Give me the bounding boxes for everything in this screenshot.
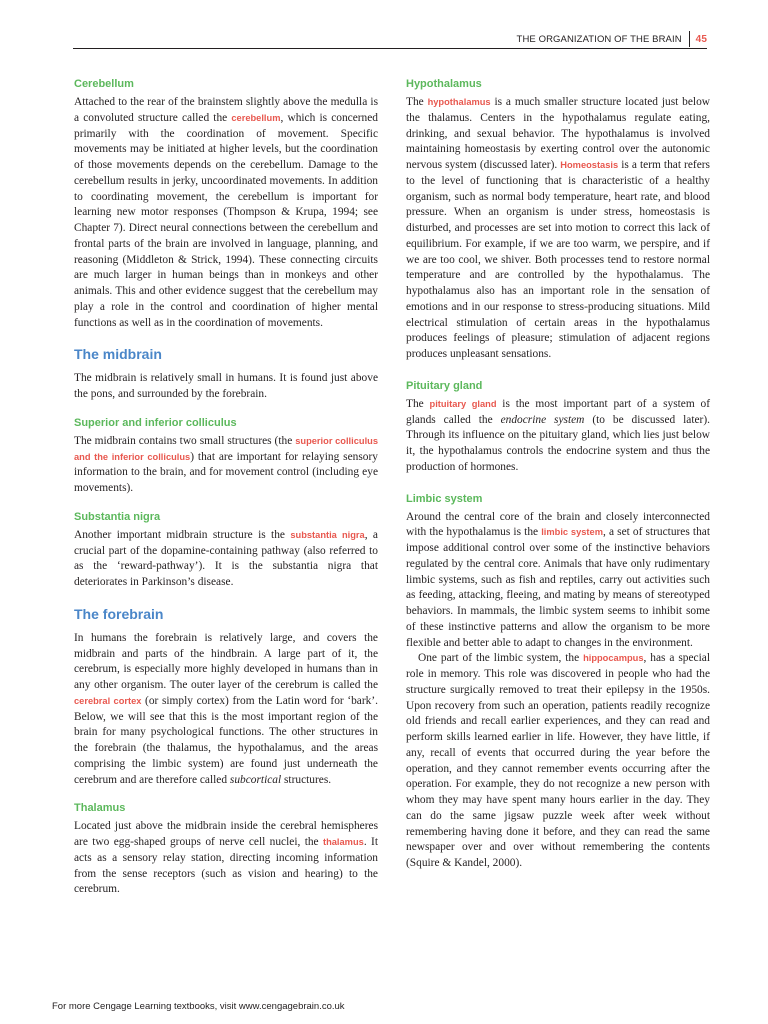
heading-substantia-nigra: Substantia nigra bbox=[74, 510, 161, 523]
heading-pituitary-gland: Pituitary gland bbox=[406, 379, 483, 392]
header-rule bbox=[73, 48, 707, 49]
heading-forebrain: The forebrain bbox=[74, 605, 164, 622]
key-term-limbic-system: limbic system bbox=[541, 527, 603, 538]
key-term-cerebral-cortex: cerebral cortex bbox=[74, 695, 142, 706]
paragraph-hypothalamus: The hypothalamus is a much smaller structure located just below the thalamus. Centers in the hypothalamus regulate eating, drinking, and sexual behavior. The hypothalamus is involved maintaining homeostasis by exerting control over the autonomic nervous system (discussed later). Homeostasis is a term that refers to the level of functioning that is characteristic of a healthy organism, such as normal body temperature, heart rate, and blood pressure. When an organism is under stress, homeostasis is disturbed, and processes are set into motion to correct this lack of equilibrium. For example, if we are too warm, we perspire, and if we are too cool, we shiver. Both processes tend to restore normal temperature and are controlled by the hypothalamus. The hypothalamus also has an important role in the sensation of emotions and in our response to stress-producing situations. Mild electrical stimulation of certain areas in the hypothalamus produces feelings of pleasure; stimulation of adjacent regions produces unpleasant sensations. bbox=[406, 96, 710, 360]
paragraph-pituitary-gland: The pituitary gland is the most important part of a system of glands called the endocrine system (to be discussed later). Through its influence on the pituitary gland, which lies just below it, the hypothalamus controls the endocrine system and thus the production of hormones. bbox=[406, 397, 710, 473]
key-term-cerebellum: cerebellum bbox=[231, 112, 281, 123]
heading-colliculus: Superior and inferior colliculus bbox=[74, 416, 237, 429]
paragraph-colliculus: The midbrain contains two small structures (the superior colliculus and the inferior colliculus) that are important for relaying sensory information to the brain, and for movement control (including eye movements). bbox=[74, 434, 378, 494]
left-column bbox=[74, 76, 378, 898]
heading-hypothalamus: Hypothalamus bbox=[406, 78, 482, 90]
heading-cerebellum: Cerebellum bbox=[74, 78, 134, 90]
heading-limbic-system: Limbic system bbox=[406, 492, 483, 505]
right-column bbox=[406, 76, 710, 872]
paragraph-limbic-system: Around the central core of the brain and closely interconnected with the hypothalamus is the limbic system, a set of structures that impose additional control over some of the instinctive behaviors regulated by the central core. Animals that have only rudimentary limbic systems, such as fish and reptiles, carry out activities such as feeding, attacking, fleeing, and mating by means of stereotyped behaviors. In mammals, the limbic system seems to inhibit some of these instinctive patterns and allow the organism to be more flexible and better able to adapt to changes in the environment. bbox=[406, 510, 711, 649]
key-term-hippocampus: hippocampus bbox=[583, 653, 644, 664]
heading-midbrain: The midbrain bbox=[74, 346, 162, 363]
paragraph-substantia-nigra: Another important midbrain structure is the substantia nigra, a crucial part of the dopamine-containing pathway (also referred to as the ‘reward-pathway’). It is the substantia nigra that deteriorates in Parkinson’s disease. bbox=[74, 528, 378, 588]
emphasis-endocrine-system: endocrine system bbox=[500, 413, 585, 426]
key-term-colliculus: superior colliculus and the inferior colliculus bbox=[74, 435, 378, 462]
paragraph-thalamus: Located just above the midbrain inside the cerebral hemispheres are two egg-shaped groups of nerve cell nuclei, the thalamus. It acts as a sensory relay station, directing incoming information from the sense receptors (such as vision and hearing) to the cerebrum. bbox=[74, 820, 378, 896]
key-term-pituitary-gland: pituitary gland bbox=[429, 398, 497, 409]
key-term-homeostasis: Homeostasis bbox=[560, 160, 619, 170]
paragraph-forebrain: In humans the forebrain is relatively large, and covers the midbrain and parts of the hindbrain. A large part of it, the cerebrum, is especially more highly developed in humans than in any other organism. The outer layer of the cerebrum is called the cerebral cortex (or simply cortex) from the Latin word for ‘bark’. Below, we will see that this is the most important region of the brain for many psychological functions. The other structures in the forebrain (the thalamus, the hypothalamus, and the areas comprising the limbic system) are found just underneath the cerebrum and are therefore called subcortical structures. bbox=[74, 631, 378, 786]
key-term-hypothalamus: hypothalamus bbox=[427, 97, 491, 107]
key-term-substantia-nigra: substantia nigra bbox=[290, 529, 365, 540]
paragraph-cerebellum: Attached to the rear of the brainstem slightly above the medulla is a convoluted structure called the cerebellum, which is concerned primarily with the coordination of movement. Specific movements may be initiated at higher levels, but the coordination of those movements depends on the cerebellum. Damage to the cerebellum results in jerky, uncoordinated movements. In addition to coordinating movement, the cerebellum is important for learning new motor responses (Thompson & Krupa, 1994; see Chapter 7). Direct neural connections between the cerebellum and frontal parts of the brain are involved in language, planning, and reasoning (Middleton & Strick, 1994). These connecting circuits are much larger in human beings than in monkeys and other animals. This and other evidence suggest that the cerebellum may play a role in the control and coordination of higher mental functions as well as in the coordination of movements. bbox=[74, 96, 378, 329]
paragraph-hippocampus: One part of the limbic system, the hippocampus, has a special role in memory. This role was discovered in people who had the structure surgically removed to treat their epilepsy in the 1950s. Upon recovery from such an operation, patients readily recognize old friends and recall earlier experiences, and they can read and perform skills learned earlier in life. However, they have little, if any, recall of events that occurred during the year before the operation, and they cannot remember events occurring after the operation. For example, they do not recognize a new person with whom they may have spent many hours earlier in the day. They can do the same jigsaw puzzle week after week without remembering having done it before, and they can read the same newspaper over and over without remembering the contents (Squire & Kandel, 2000). bbox=[406, 652, 710, 869]
heading-thalamus: Thalamus bbox=[74, 802, 126, 815]
page-number: 45 bbox=[695, 33, 707, 45]
emphasis-subcortical: subcortical bbox=[229, 773, 282, 786]
running-title: THE ORGANIZATION OF THE BRAIN bbox=[516, 33, 682, 45]
footer-text: For more Cengage Learning textbooks, visit www.cengagebrain.co.uk bbox=[52, 1001, 345, 1012]
paragraph-midbrain: The midbrain is relatively small in humans. It is found just above the pons, and surrounded by the forebrain. bbox=[74, 372, 378, 400]
header-separator bbox=[689, 31, 690, 47]
running-header bbox=[517, 31, 707, 47]
key-term-thalamus: thalamus bbox=[322, 837, 364, 847]
